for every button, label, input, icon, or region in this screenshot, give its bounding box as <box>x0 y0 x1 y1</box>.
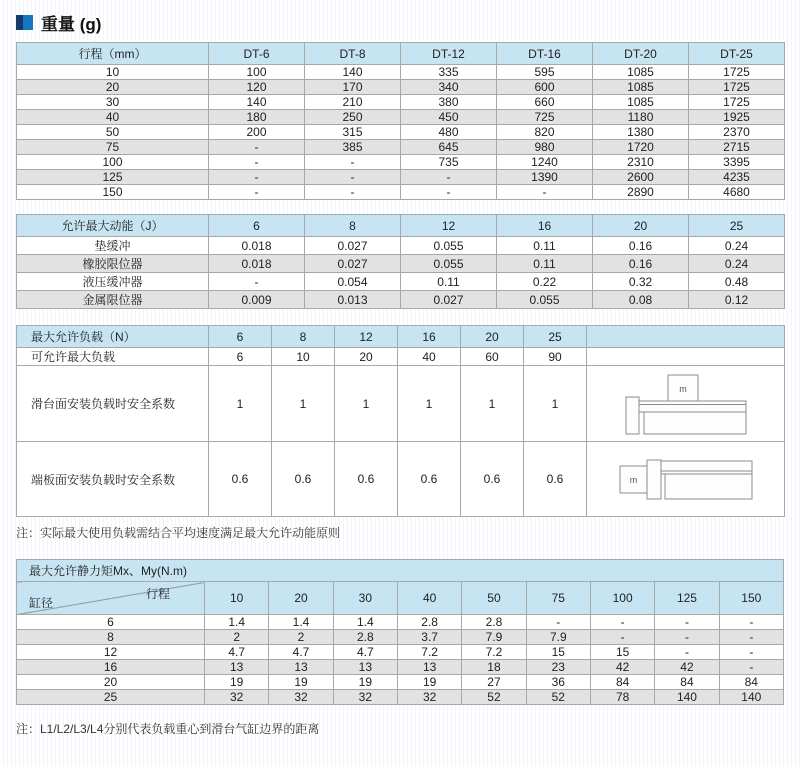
table-row <box>17 273 785 291</box>
table-cell: 52 <box>526 690 590 705</box>
table-cell: 2600 <box>593 170 689 185</box>
table-cell: 0.018 <box>209 237 305 255</box>
table-cell: DT-25 <box>689 43 785 65</box>
table-cell: DT-16 <box>497 43 593 65</box>
weight-table-body <box>17 65 785 200</box>
table-cell: 7.2 <box>462 645 526 660</box>
table-cell: DT-6 <box>209 43 305 65</box>
table-cell: 40 <box>398 348 461 366</box>
end-plate-load-diagram <box>616 449 756 509</box>
table-cell: 0.11 <box>497 255 593 273</box>
table-cell: 4235 <box>689 170 785 185</box>
table-cell: 120 <box>209 80 305 95</box>
table-cell: - <box>655 615 719 630</box>
mass-label: m <box>678 383 687 394</box>
table-cell: 液压缓冲器 <box>17 273 209 291</box>
table-cell: 30 <box>17 95 209 110</box>
table-cell: - <box>305 170 401 185</box>
table-cell: 25 <box>17 690 205 705</box>
static-moment-title-row <box>17 560 784 582</box>
table-cell: 行程（mm） <box>17 43 209 65</box>
mass-label: m <box>629 475 637 485</box>
table-cell: 0.055 <box>401 255 497 273</box>
table-cell: 0.027 <box>305 255 401 273</box>
max-load-header-label: 最大允许负载（N） <box>17 326 209 348</box>
table-row <box>17 442 785 517</box>
end-face-diagram-cell <box>587 442 785 517</box>
table-row <box>17 140 785 155</box>
table-cell: 0.24 <box>689 237 785 255</box>
table-cell: 180 <box>209 110 305 125</box>
row-label: 滑台面安装负载时安全系数 <box>17 366 209 442</box>
table-cell: 1085 <box>593 80 689 95</box>
table-row <box>17 80 785 95</box>
table-cell: 210 <box>305 95 401 110</box>
table-cell: 23 <box>526 660 590 675</box>
table-cell: 0.6 <box>209 442 272 517</box>
table-cell: - <box>209 140 305 155</box>
table-cell: 8 <box>17 630 205 645</box>
table-cell-empty <box>587 348 785 366</box>
table-cell: - <box>590 630 654 645</box>
table-row <box>17 65 785 80</box>
table-cell: 1725 <box>689 65 785 80</box>
table-cell: 1180 <box>593 110 689 125</box>
section-title-row <box>16 12 784 32</box>
table-cell: 0.6 <box>335 442 398 517</box>
table-cell: 6 <box>17 615 205 630</box>
table-cell: 3395 <box>689 155 785 170</box>
kinetic-energy-table <box>16 214 785 309</box>
table-cell: DT-8 <box>305 43 401 65</box>
kinetic-energy-header-row <box>17 215 785 237</box>
table-cell: - <box>209 185 305 200</box>
table-cell: 32 <box>397 690 461 705</box>
stroke-axis-label: 行程 <box>145 587 170 601</box>
table-row <box>17 237 785 255</box>
table-cell: 660 <box>497 95 593 110</box>
table-cell: 50 <box>462 582 526 615</box>
table-cell: - <box>590 615 654 630</box>
table-cell: 1 <box>398 366 461 442</box>
table-cell: 20 <box>593 215 689 237</box>
table-cell: 42 <box>590 660 654 675</box>
max-load-table-head <box>17 326 785 348</box>
table-cell: 7.9 <box>526 630 590 645</box>
table-cell: 0.054 <box>305 273 401 291</box>
table-cell: 0.055 <box>401 237 497 255</box>
table-cell: 30 <box>333 582 397 615</box>
table-cell: 25 <box>689 215 785 237</box>
table-cell: 19 <box>205 675 269 690</box>
table-cell: 允许最大动能（J） <box>17 215 209 237</box>
table-cell: 75 <box>17 140 209 155</box>
table-cell: 垫缓冲 <box>17 237 209 255</box>
title-marker-icon <box>16 15 33 30</box>
table-cell: 75 <box>526 582 590 615</box>
table-cell: - <box>401 185 497 200</box>
table-cell: 10 <box>17 65 209 80</box>
table-cell: 4.7 <box>333 645 397 660</box>
table-row <box>17 690 784 705</box>
table-cell: 20 <box>335 348 398 366</box>
max-load-table <box>16 325 785 517</box>
table-cell: 100 <box>17 155 209 170</box>
table-cell: 0.48 <box>689 273 785 291</box>
table-cell: 15 <box>526 645 590 660</box>
table-row <box>17 615 784 630</box>
max-load-table-body <box>17 348 785 517</box>
table-cell: 52 <box>462 690 526 705</box>
table-cell: 2 <box>269 630 333 645</box>
kinetic-energy-table-head <box>17 215 785 237</box>
table-cell: 0.027 <box>305 237 401 255</box>
table-row <box>17 110 785 125</box>
table-row <box>17 348 785 366</box>
page-title: 重量 (g) <box>41 14 102 34</box>
table-cell: 12 <box>401 215 497 237</box>
table-cell: 1.4 <box>205 615 269 630</box>
weight-table <box>16 42 785 200</box>
table-cell: 橡胶限位器 <box>17 255 209 273</box>
table-cell: 4680 <box>689 185 785 200</box>
table-cell: 1.4 <box>269 615 333 630</box>
table-cell: 335 <box>401 65 497 80</box>
note-load-distance: 注：L1/L2/L3/L4分别代表负载重心到滑台气缸边界的距离 <box>16 722 320 736</box>
table-cell: - <box>719 660 783 675</box>
table-cell: 1925 <box>689 110 785 125</box>
table-cell: DT-20 <box>593 43 689 65</box>
table-cell: - <box>719 615 783 630</box>
table-cell: 1 <box>524 366 587 442</box>
table-cell: 1725 <box>689 95 785 110</box>
table-cell: 2.8 <box>397 615 461 630</box>
table-cell: 0.6 <box>272 442 335 517</box>
table-cell: 1.4 <box>333 615 397 630</box>
table-cell: 340 <box>401 80 497 95</box>
table-cell: - <box>497 185 593 200</box>
table-cell: 15 <box>590 645 654 660</box>
table-cell: 0.08 <box>593 291 689 309</box>
table-cell: 1085 <box>593 95 689 110</box>
table-cell: 32 <box>333 690 397 705</box>
table-cell: 735 <box>401 155 497 170</box>
table-cell: 12 <box>17 645 205 660</box>
table-row <box>17 125 785 140</box>
table-cell: 725 <box>497 110 593 125</box>
table-cell: 0.24 <box>689 255 785 273</box>
table-cell: - <box>719 645 783 660</box>
table-cell: 0.6 <box>524 442 587 517</box>
table-cell: 32 <box>269 690 333 705</box>
table-cell: 19 <box>269 675 333 690</box>
table-cell: 150 <box>17 185 209 200</box>
table-cell: 170 <box>305 80 401 95</box>
table-cell: 27 <box>462 675 526 690</box>
table-cell: 84 <box>655 675 719 690</box>
table-cell: 40 <box>397 582 461 615</box>
slide-plate-shape <box>639 401 746 412</box>
table-cell: 20 <box>461 326 524 348</box>
table-cell: 18 <box>462 660 526 675</box>
table-cell: 480 <box>401 125 497 140</box>
table-cell: 13 <box>205 660 269 675</box>
table-cell: 13 <box>269 660 333 675</box>
table-cell: 4.7 <box>205 645 269 660</box>
max-load-header-row <box>17 326 785 348</box>
table-cell: - <box>209 170 305 185</box>
table-cell: 0.32 <box>593 273 689 291</box>
table-cell: - <box>305 185 401 200</box>
table-cell: 100 <box>590 582 654 615</box>
bore-axis-label: 缸径 <box>29 596 54 610</box>
table-row <box>17 170 785 185</box>
cylinder-body-shape <box>644 412 746 434</box>
table-cell: 0.11 <box>401 273 497 291</box>
table-row <box>17 366 785 442</box>
table-cell: 1380 <box>593 125 689 140</box>
table-cell: 36 <box>526 675 590 690</box>
table-cell: 16 <box>497 215 593 237</box>
table-row <box>17 660 784 675</box>
table-cell: 8 <box>305 215 401 237</box>
table-cell: DT-12 <box>401 43 497 65</box>
table-cell: 10 <box>205 582 269 615</box>
table-cell: 140 <box>655 690 719 705</box>
row-label: 端板面安装负载时安全系数 <box>17 442 209 517</box>
table-cell: 0.16 <box>593 255 689 273</box>
table-row <box>17 155 785 170</box>
table-row <box>17 291 785 309</box>
row-label: 可允许最大负载 <box>17 348 209 366</box>
table-cell: 13 <box>333 660 397 675</box>
table-cell: 8 <box>272 326 335 348</box>
table-cell: 2310 <box>593 155 689 170</box>
table-cell: 50 <box>17 125 209 140</box>
table-cell: 2.8 <box>462 615 526 630</box>
table-cell: 0.013 <box>305 291 401 309</box>
table-cell: 980 <box>497 140 593 155</box>
table-cell: 20 <box>269 582 333 615</box>
table-cell: 13 <box>397 660 461 675</box>
table-cell: 125 <box>17 170 209 185</box>
table-cell: 1085 <box>593 65 689 80</box>
static-moment-header-row <box>17 582 784 615</box>
table-cell: - <box>719 630 783 645</box>
table-cell: 0.055 <box>497 291 593 309</box>
table-row <box>17 630 784 645</box>
table-cell: 450 <box>401 110 497 125</box>
table-cell: 645 <box>401 140 497 155</box>
table-cell: - <box>209 273 305 291</box>
static-moment-table <box>16 559 784 705</box>
table-cell: 4.7 <box>269 645 333 660</box>
table-cell: 19 <box>333 675 397 690</box>
static-moment-title: 最大允许静力矩Mx、My(N.m) <box>17 560 784 582</box>
table-cell: 10 <box>272 348 335 366</box>
table-cell: 金属限位器 <box>17 291 209 309</box>
table-row <box>17 185 785 200</box>
table-cell: 6 <box>209 326 272 348</box>
table-cell: 2370 <box>689 125 785 140</box>
slide-face-diagram-cell <box>587 366 785 442</box>
note-kinetic-energy: 注：实际最大使用负载需结合平均速度满足最大允许动能原则 <box>16 526 341 540</box>
table-cell: 16 <box>17 660 205 675</box>
table-cell: 32 <box>205 690 269 705</box>
table-cell: 20 <box>17 80 209 95</box>
table-cell: 1 <box>209 366 272 442</box>
table-cell: 1 <box>335 366 398 442</box>
table-cell: - <box>655 645 719 660</box>
table-cell: 1 <box>461 366 524 442</box>
table-cell-empty <box>587 326 785 348</box>
table-cell: 6 <box>209 215 305 237</box>
table-cell: 2890 <box>593 185 689 200</box>
table-cell: 84 <box>590 675 654 690</box>
static-moment-table-body <box>17 615 784 705</box>
table-cell: 3.7 <box>397 630 461 645</box>
table-cell: 820 <box>497 125 593 140</box>
table-cell: 595 <box>497 65 593 80</box>
table-row <box>17 645 784 660</box>
table-cell: 42 <box>655 660 719 675</box>
table-cell: 6 <box>209 348 272 366</box>
table-cell: 315 <box>305 125 401 140</box>
static-moment-table-head <box>17 560 784 615</box>
table-cell: 380 <box>401 95 497 110</box>
table-cell: 0.22 <box>497 273 593 291</box>
table-cell: 1 <box>272 366 335 442</box>
weight-table-head <box>17 43 785 65</box>
table-cell: 7.2 <box>397 645 461 660</box>
end-plate-shape <box>626 397 639 434</box>
table-cell: 1720 <box>593 140 689 155</box>
table-cell: 20 <box>17 675 205 690</box>
table-cell: 385 <box>305 140 401 155</box>
end-plate-shape <box>647 460 661 499</box>
table-cell: 600 <box>497 80 593 95</box>
table-cell: 0.16 <box>593 237 689 255</box>
table-cell: 2 <box>205 630 269 645</box>
table-cell: 250 <box>305 110 401 125</box>
table-cell: 0.12 <box>689 291 785 309</box>
table-cell: 140 <box>719 690 783 705</box>
table-cell: - <box>401 170 497 185</box>
table-cell: 125 <box>655 582 719 615</box>
table-cell: 90 <box>524 348 587 366</box>
table-cell: 12 <box>335 326 398 348</box>
table-cell: 1240 <box>497 155 593 170</box>
table-cell: 150 <box>719 582 783 615</box>
table-row <box>17 255 785 273</box>
table-cell: - <box>305 155 401 170</box>
table-cell: 0.6 <box>398 442 461 517</box>
table-cell: 140 <box>209 95 305 110</box>
table-cell: 0.027 <box>401 291 497 309</box>
slide-table-top-load-diagram <box>616 371 756 437</box>
table-cell: 0.11 <box>497 237 593 255</box>
table-cell: 19 <box>397 675 461 690</box>
table-cell: 0.009 <box>209 291 305 309</box>
table-cell: 25 <box>524 326 587 348</box>
table-row <box>17 675 784 690</box>
diagonal-header-cell <box>17 582 205 615</box>
table-cell: 200 <box>209 125 305 140</box>
table-cell: 1725 <box>689 80 785 95</box>
table-cell: 7.9 <box>462 630 526 645</box>
weight-table-header-row <box>17 43 785 65</box>
table-cell: 1390 <box>497 170 593 185</box>
table-cell: 2.8 <box>333 630 397 645</box>
table-cell: 78 <box>590 690 654 705</box>
cylinder-body-shape <box>665 474 752 499</box>
table-cell: 40 <box>17 110 209 125</box>
table-cell: 16 <box>398 326 461 348</box>
table-row <box>17 95 785 110</box>
table-cell: 0.018 <box>209 255 305 273</box>
table-cell: 60 <box>461 348 524 366</box>
kinetic-energy-table-body <box>17 237 785 309</box>
slide-plate-shape <box>661 461 752 474</box>
table-cell: 2715 <box>689 140 785 155</box>
table-cell: 140 <box>305 65 401 80</box>
table-cell: - <box>209 155 305 170</box>
table-cell: 84 <box>719 675 783 690</box>
table-cell: 100 <box>209 65 305 80</box>
table-cell: - <box>655 630 719 645</box>
table-cell: 0.6 <box>461 442 524 517</box>
table-cell: - <box>526 615 590 630</box>
